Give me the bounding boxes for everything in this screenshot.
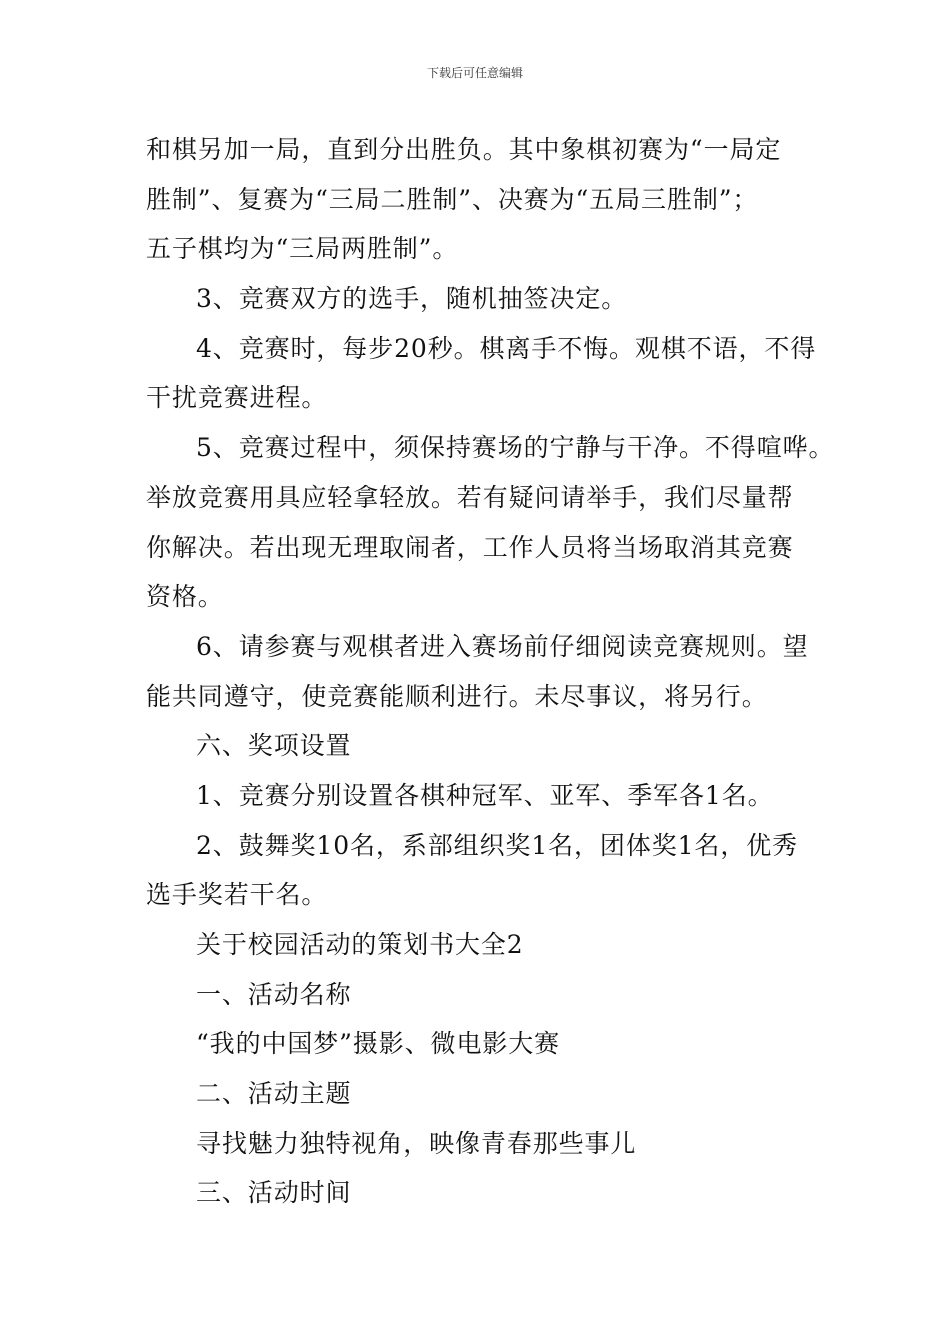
section-heading: 二、活动主题 [196, 1079, 352, 1109]
body-line: 五子棋均为“三局两胜制”。 [146, 234, 459, 264]
header-note: 下载后可任意编辑 [426, 66, 523, 80]
activity-theme: 寻找魅力独特视角，映像青春那些事儿 [196, 1128, 637, 1158]
body-line: 和棋另加一局，直到分出胜负。其中象棋初赛为“一局定 [146, 135, 782, 164]
body-line: 举放竞赛用具应轻拿轻放。若有疑问请举手，我们尽量帮 [146, 482, 794, 512]
section-heading: 六、奖项设置 [196, 731, 352, 761]
body-line: 选手奖若干名。 [146, 880, 328, 910]
body-line: 6、请参赛与观棋者进入赛场前仔细阅读竞赛规则。望 [196, 631, 809, 661]
body-line: 你解决。若出现无理取闹者，工作人员将当场取消其竞赛 [146, 532, 794, 562]
document-body [146, 125, 835, 1218]
body-line: 1、竞赛分别设置各棋种冠军、亚军、季军各1名。 [196, 780, 774, 810]
activity-name: “我的中国梦”摄影、微电影大赛 [196, 1029, 561, 1059]
body-line: 4、竞赛时，每步20秒。棋离手不悔。观棋不语，不得 [196, 333, 817, 363]
body-line: 2、鼓舞奖10名，系部组织奖1名，团体奖1名，优秀 [196, 830, 799, 860]
document-subtitle: 关于校园活动的策划书大全2 [196, 930, 524, 959]
body-line: 胜制”、复赛为“三局二胜制”、决赛为“五局三胜制”； [146, 184, 759, 214]
body-line: 资格。 [146, 582, 224, 612]
section-heading: 一、活动名称 [196, 979, 352, 1009]
body-line: 3、竞赛双方的选手，随机抽签决定。 [196, 284, 628, 314]
section-heading: 三、活动时间 [196, 1178, 352, 1208]
body-line: 5、竞赛过程中，须保持赛场的宁静与干净。不得喧哗。 [196, 433, 835, 463]
body-line: 能共同遵守，使竞赛能顺利进行。未尽事议，将另行。 [146, 681, 768, 711]
body-line: 干扰竞赛进程。 [146, 383, 328, 413]
